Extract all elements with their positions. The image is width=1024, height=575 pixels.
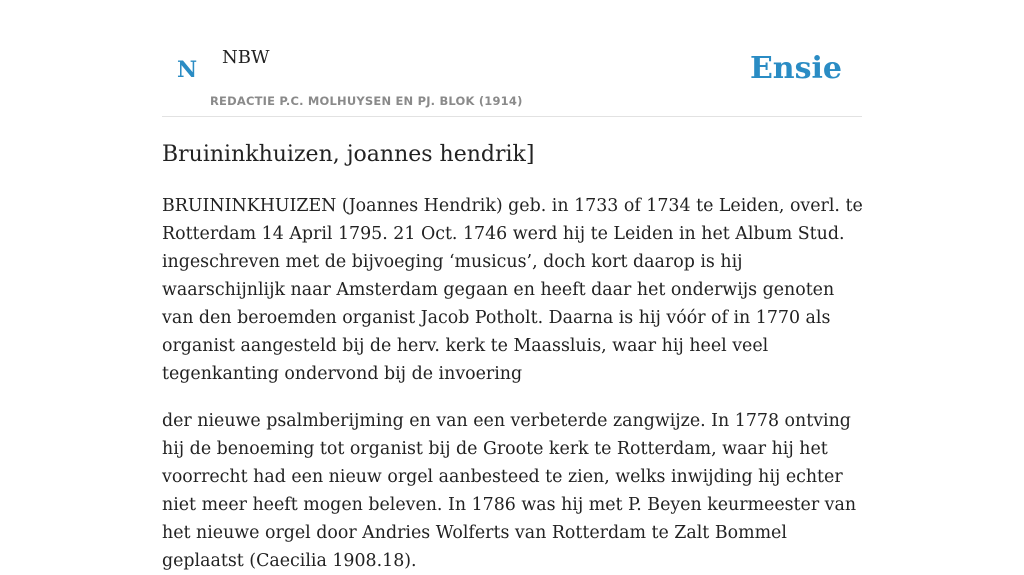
article-paragraph: BRUININKHUIZEN (Joannes Hendrik) geb. in 1733 of 1734 te Leiden, overl. te Rotterdam 14 April 1795. 21 Oct. 1746 werd hij te Leiden in het Album Stud. ingeschreven met de bijvoeging ‘musicus’, doch kort daarop is hij waarschijnlijk naar Amsterdam gegaan en heeft daar het onderwijs genoten van den beroemden organist Jacob Potholt. Daarna is hij vóór of in 1770 als organist aangesteld bij de herv. kerk te Maassluis, waar hij heel veel tegenkanting ondervond bij de invoering: [162, 196, 863, 384]
article-title: Bruininkhuizen, joannes hendrik]: [162, 142, 535, 167]
source-subtitle: REDACTIE P.C. MOLHUYSEN EN PJ. BLOK (1914): [210, 94, 523, 108]
source-name[interactable]: NBW: [222, 47, 270, 68]
article-paragraph: der nieuwe psalmberijming en van een verbeterde zangwijze. In 1778 ontving hij de benoeming tot organist bij de Groote kerk te Rotterdam, waar hij het voorrecht had een nieuw orgel aanbesteed te zien, welks inwijding hij echter niet meer heeft mogen beleven. In 1786 was hij met P. Beyen keurmeester van het nieuwe orgel door Andries Wolferts van Rotterdam te Zalt Bommel geplaatst (Caecilia 1908.18).: [162, 411, 857, 571]
source-logo[interactable]: N: [177, 57, 198, 83]
article-body: [162, 192, 867, 575]
brand-logo-link[interactable]: Ensie: [749, 51, 842, 86]
header: [162, 0, 862, 117]
